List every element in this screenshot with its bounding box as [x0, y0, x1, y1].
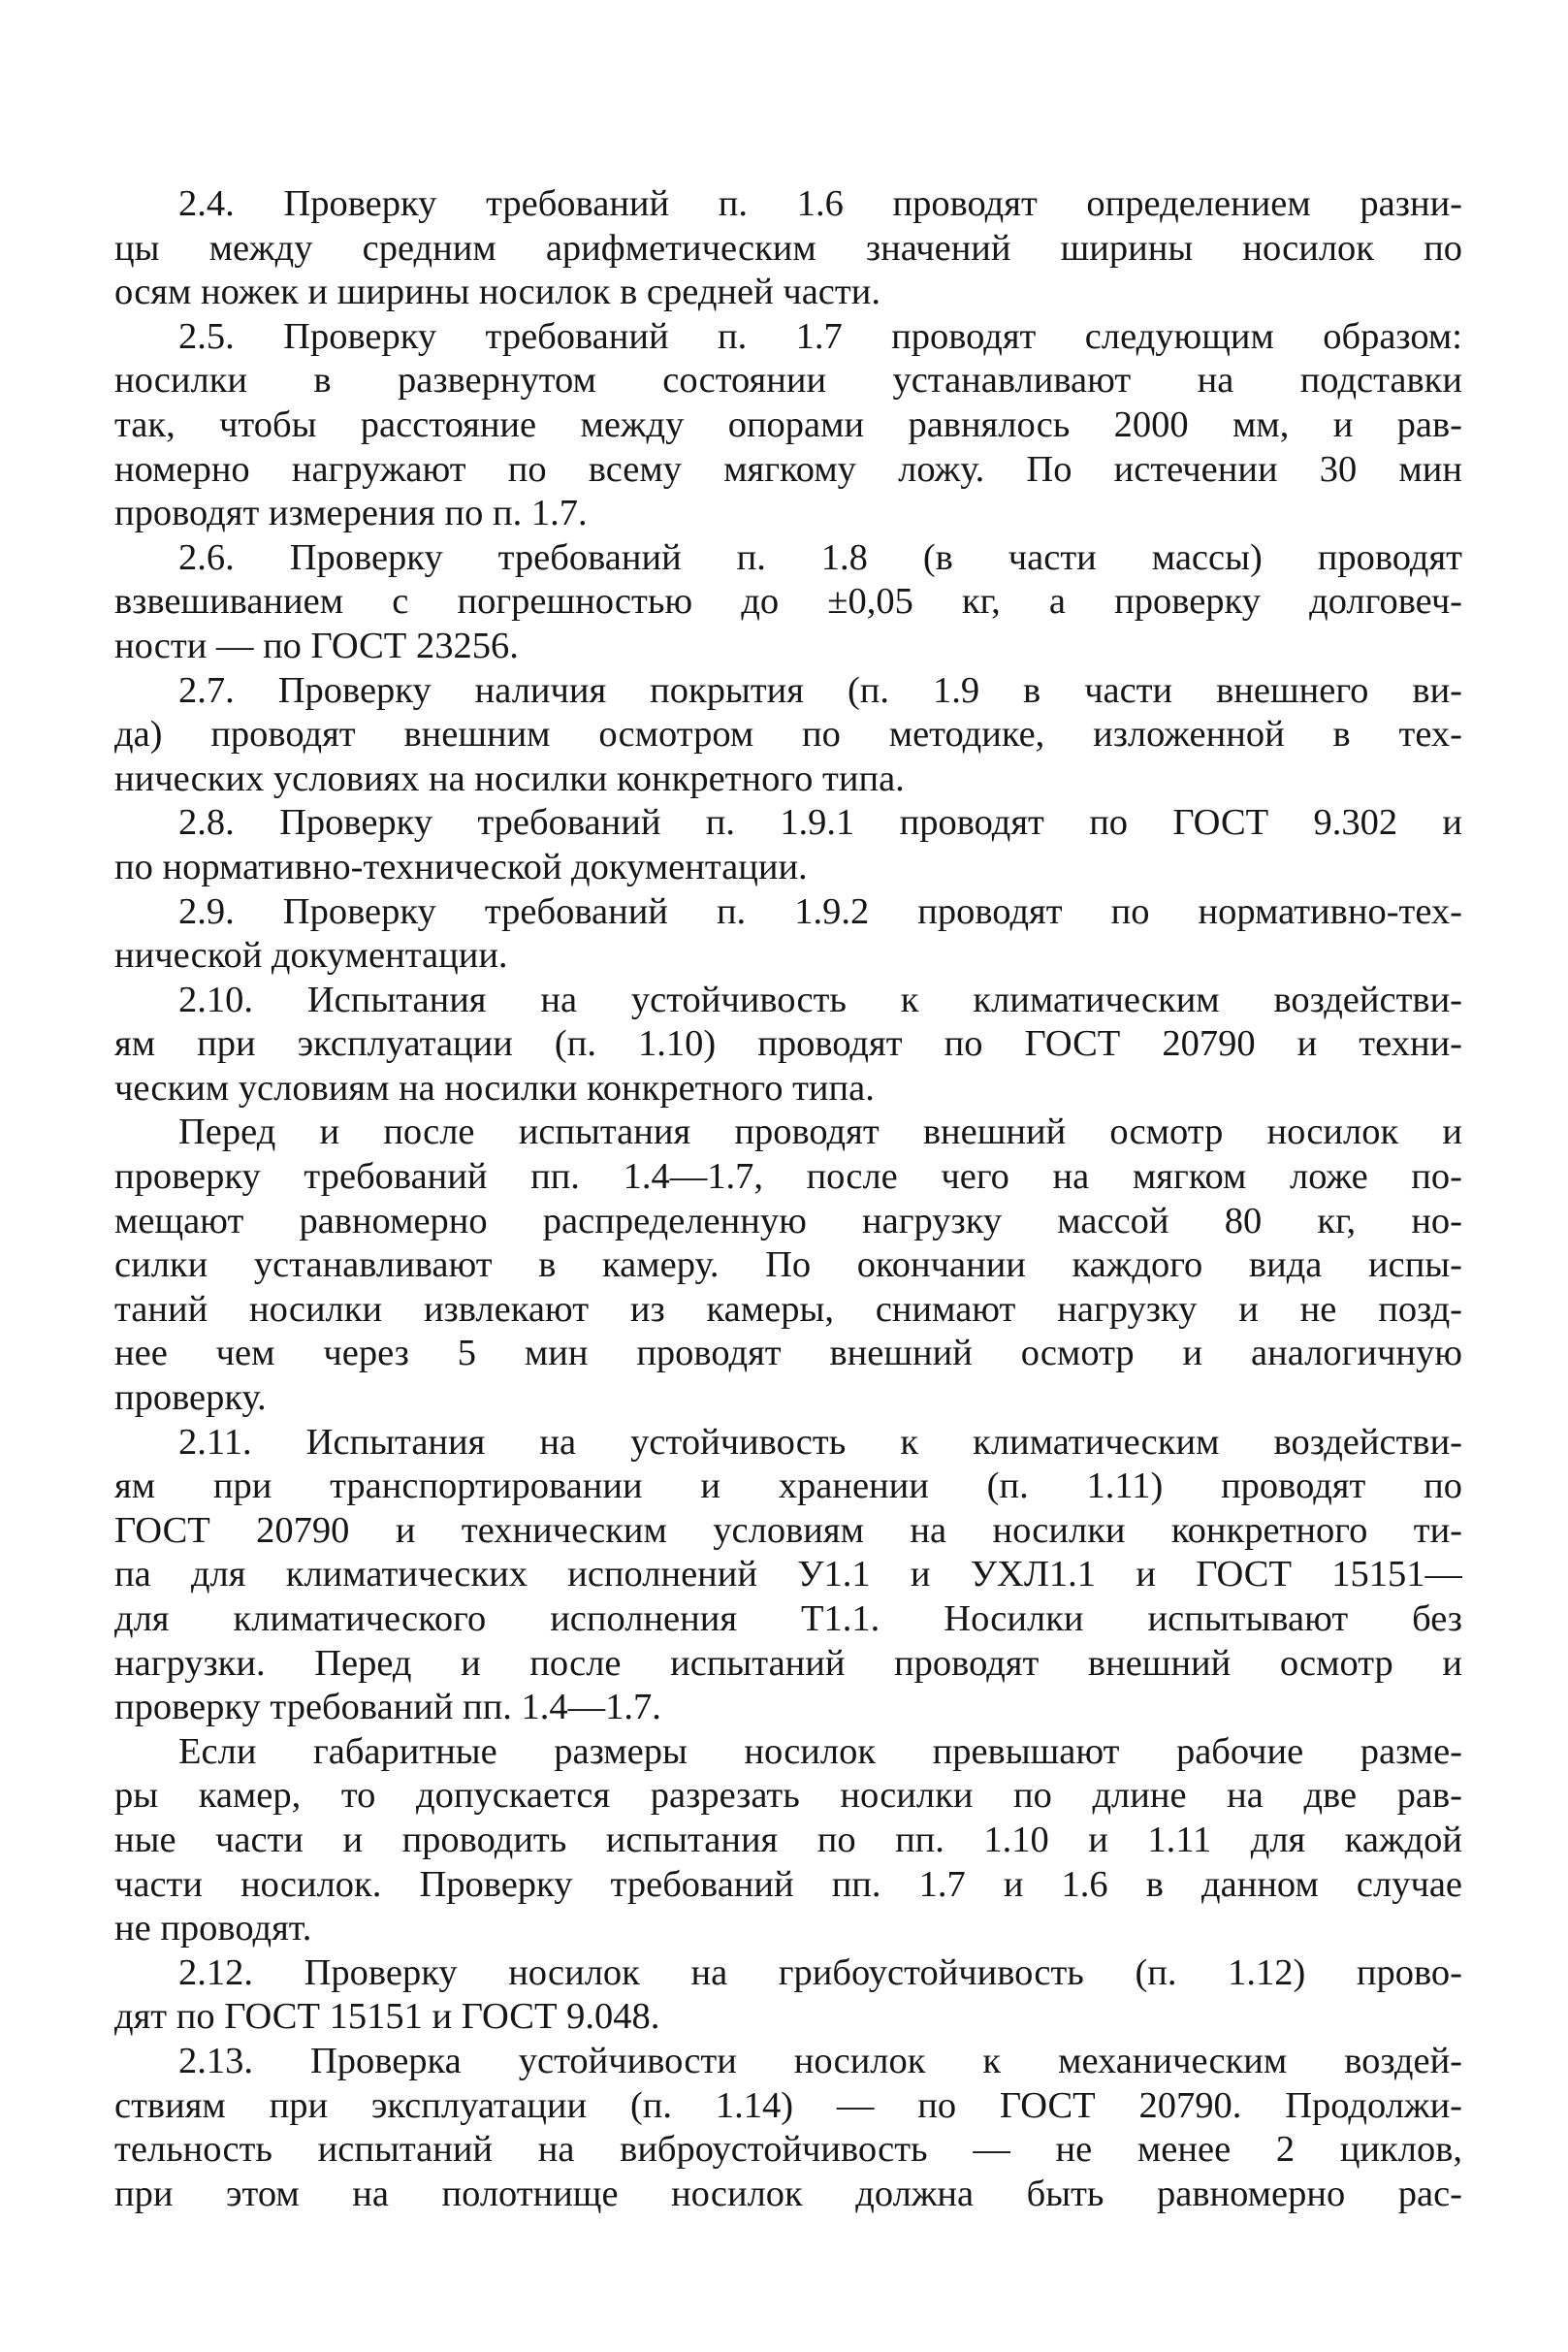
text-line: проверку требований пп. 1.4—1.7. — [114, 1687, 661, 1728]
text-line: нагрузки. Перед и после испытаний проводят внешний осмотр и — [114, 1642, 1462, 1684]
text-line: при этом на полотнище носилок должна быть равномерно рас- — [114, 2173, 1462, 2214]
text-line: для климатического исполнения Т1.1. Носилки испытывают без — [114, 1598, 1462, 1639]
text-line: ствиям при эксплуатации (п. 1.14) — по ГОСТ 20790. Продолжи- — [114, 2084, 1462, 2126]
text-line: не проводят. — [114, 1908, 312, 1949]
text-line: дят по ГОСТ 15151 и ГОСТ 9.048. — [114, 1996, 660, 2038]
text-line: номерно нагружают по всему мягкому ложу. По истечении 30 мин — [114, 448, 1462, 490]
text-line: ности — по ГОСТ 23256. — [114, 625, 519, 666]
text-line: проверку требований пп. 1.4—1.7, после чего на мягком ложе по- — [114, 1156, 1462, 1198]
text-line: ГОСТ 20790 и техническим условиям на носилки конкретного ти- — [114, 1509, 1462, 1551]
text-line: взвешиванием с погрешностью до ±0,05 кг, а проверку долговеч- — [114, 581, 1462, 623]
text-line: силки устанавливают в камеру. По окончании каждого вида испы- — [114, 1244, 1462, 1286]
text-line: осям ножек и ширины носилок в средней части. — [114, 272, 880, 313]
text-line: нее чем через 5 мин проводят внешний осмотр и аналогичную — [114, 1333, 1462, 1374]
text-line: носилки в развернутом состоянии устанавливают на подставки — [114, 360, 1462, 402]
text-line: 2.6. Проверку требований п. 1.8 (в части массы) проводят — [178, 536, 1462, 578]
text-line: 2.10. Испытания на устойчивость к климатическим воздействи- — [178, 979, 1462, 1020]
text-line: 2.9. Проверку требований п. 1.9.2 проводят по нормативно-тех- — [178, 890, 1462, 932]
text-line: 2.12. Проверку носилок на грибоустойчивость (п. 1.12) прово- — [178, 1951, 1462, 1993]
text-line: Перед и после испытания проводят внешний осмотр носилок и — [178, 1112, 1462, 1153]
text-line: па для климатических исполнений У1.1 и УХЛ1.1 и ГОСТ 15151— — [114, 1554, 1462, 1595]
text-line: ные части и проводить испытания по пп. 1.10 и 1.11 для каждой — [114, 1819, 1462, 1860]
text-line: проводят измерения по п. 1.7. — [114, 493, 588, 534]
text-line: Если габаритные размеры носилок превышают рабочие разме- — [178, 1730, 1462, 1772]
text-line: нических условиях на носилки конкретного типа. — [114, 757, 905, 799]
text-line: 2.13. Проверка устойчивости носилок к механическим воздей- — [178, 2040, 1462, 2081]
text-line: да) проводят внешним осмотром по методике, изложенной в тех- — [114, 714, 1462, 756]
text-line: таний носилки извлекают из камеры, снимают нагрузку и не позд- — [114, 1288, 1462, 1330]
text-line: ры камер, то допускается разрезать носилки по длине на две рав- — [114, 1775, 1462, 1817]
text-line: ям при транспортировании и хранении (п. 1.11) проводят по — [114, 1466, 1462, 1507]
text-line: по нормативно-технической документации. — [114, 846, 808, 887]
text-line: цы между средним арифметическим значений ширины носилок по — [114, 227, 1462, 269]
text-line: 2.11. Испытания на устойчивость к климатическим воздействи- — [178, 1421, 1462, 1463]
document-body — [114, 182, 1462, 2216]
text-line: части носилок. Проверку требований пп. 1.7 и 1.6 в данном случае — [114, 1863, 1462, 1905]
text-line: 2.8. Проверку требований п. 1.9.1 проводят по ГОСТ 9.302 и — [178, 802, 1462, 844]
text-line: тельность испытаний на виброустойчивость — не менее 2 циклов, — [114, 2129, 1462, 2171]
text-line: 2.4. Проверку требований п. 1.6 проводят определением разни- — [178, 183, 1462, 224]
text-line: так, чтобы расстояние между опорами равнялось 2000 мм, и рав- — [114, 403, 1462, 445]
text-line: 2.5. Проверку требований п. 1.7 проводят следующим образом: — [178, 315, 1462, 357]
text-line: проверку. — [114, 1377, 267, 1419]
text-line: ческим условиям на носилки конкретного типа. — [114, 1067, 875, 1109]
text-line: нической документации. — [114, 935, 508, 977]
text-line: ям при эксплуатации (п. 1.10) проводят по ГОСТ 20790 и техни- — [114, 1023, 1462, 1065]
text-line: 2.7. Проверку наличия покрытия (п. 1.9 в части внешнего ви- — [178, 669, 1462, 711]
text-line: мещают равномерно распределенную нагрузку массой 80 кг, но- — [114, 1200, 1462, 1241]
